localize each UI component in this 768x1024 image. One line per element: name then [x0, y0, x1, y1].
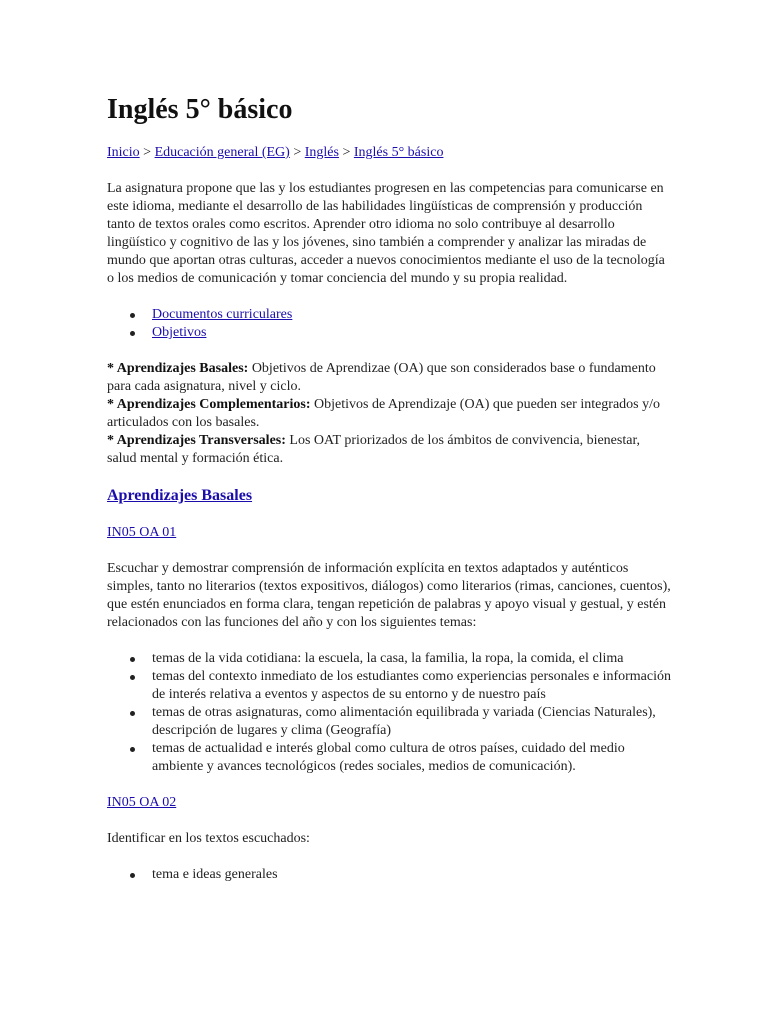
list-item: temas del contexto inmediato de los estudiantes como experiencias personales e información de interés relativa a eventos y aspectos de su entorno y de nuestro país — [152, 669, 671, 702]
breadcrumb-educacion-general-link[interactable]: Educación general (EG) — [154, 145, 290, 160]
breadcrumb-inicio-link[interactable]: Inicio — [107, 145, 140, 160]
definition-term: Aprendizajes Complementarios: — [116, 397, 311, 412]
definition-basales — [107, 360, 672, 396]
definition-text: Objetivos de Aprendizae (OA) que son considerados base o fundamento para cada asignatura, nivel y ciclo. — [107, 361, 656, 394]
aprendizajes-basales-link[interactable]: Aprendizajes Basales — [107, 487, 253, 504]
oa01-code-link[interactable]: IN05 OA 01 — [107, 525, 177, 540]
definition-prefix: * — [107, 361, 117, 376]
list-item: temas de actualidad e interés global como cultura de otros países, cuidado del medio ambiente y avances tecnológicos (redes sociales, medios de comunicación). — [152, 740, 672, 776]
oa01-topics-list — [107, 650, 672, 776]
breadcrumb-separator: > — [139, 145, 155, 160]
definitions-block — [107, 360, 672, 468]
breadcrumb-separator: > — [338, 145, 354, 160]
list-item — [152, 324, 672, 342]
list-item — [152, 306, 672, 324]
definition-transversales — [107, 432, 672, 468]
list-item: tema e ideas generales — [152, 866, 672, 884]
oa01-text: Escuchar y demostrar comprensión de información explícita en textos adaptados y auténticos simples, tanto no literarios (textos expositivos, diálogos) como literarios (rimas, canciones, cuentos), que estén enunciados en forma clara, tengan repetición de palabras y apoyo visual y gestual, y estén relacionados con las funciones del año y con los siguientes temas: — [107, 561, 671, 630]
definition-term: Aprendizajes Transversales: — [116, 433, 286, 448]
list-item: temas de otras asignaturas, como alimentación equilibrada y variada (Ciencias Naturales), descripción de lugares y clima (Geografía) — [152, 704, 672, 740]
breadcrumb-ingles-5-link[interactable]: Inglés 5° básico — [353, 145, 444, 160]
definition-complementarios — [107, 396, 672, 432]
definition-prefix: * — [107, 397, 117, 412]
documentos-curriculares-link[interactable]: Documentos curriculares — [152, 307, 293, 322]
section-heading — [107, 486, 672, 506]
oa02-code-link[interactable]: IN05 OA 02 — [107, 795, 177, 810]
definition-term: Aprendizajes Basales: — [116, 361, 249, 376]
list-item: temas de la vida cotidiana: la escuela, la casa, la familia, la ropa, la comida, el clima — [152, 650, 672, 668]
links-list — [107, 306, 672, 342]
breadcrumb-separator: > — [289, 145, 305, 160]
objetivos-link[interactable]: Objetivos — [152, 325, 207, 340]
page-title: Inglés 5° básico — [107, 94, 293, 125]
definition-text: Objetivos de Aprendizaje (OA) que pueden ser integrados y/o articulados con los basales. — [107, 397, 661, 430]
breadcrumb — [107, 144, 672, 162]
definition-prefix: * — [107, 433, 117, 448]
intro-paragraph: La asignatura propone que las y los estudiantes progresen en las competencias para comunicarse en este idioma, mediante el desarrollo de las habilidades lingüísticas de comprensión y producción tanto de textos orales como escritos. Aprender otro idioma no solo contribuye al desarrollo lingüístico y cognitivo de las y los jóvenes, sino también a comprender y analizar las miradas de mundo que aportan otras culturas, acceder a nuevos conocimientos mediante el uso de la tecnología o los medios de comunicación y tomar conciencia del mundo y su propia realidad. — [107, 181, 665, 286]
definition-text: Los OAT priorizados de los ámbitos de convivencia, bienestar, salud mental y formación ética. — [107, 433, 641, 466]
breadcrumb-ingles-link[interactable]: Inglés — [304, 145, 339, 160]
oa02-topics-list — [107, 866, 672, 884]
oa02-text: Identificar en los textos escuchados: — [107, 831, 310, 846]
